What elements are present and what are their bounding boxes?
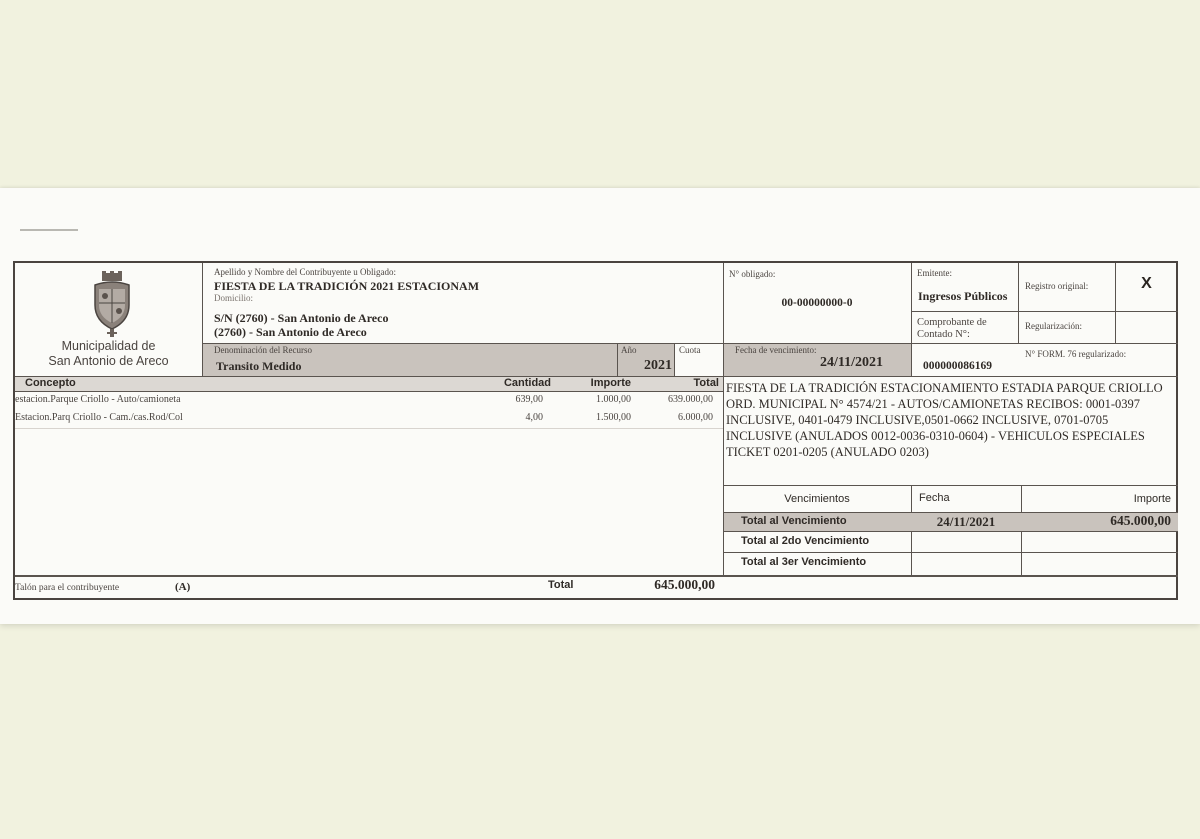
footer-total-value: 645.000,00: [654, 577, 715, 592]
municipality-name-line2: San Antonio de Areco: [48, 354, 169, 368]
vencimiento-row: Total al Vencimiento 24/11/2021 645.000,00: [741, 513, 1171, 529]
contribuyente-name: FIESTA DE LA TRADICIÓN 2021 ESTACIONAM: [214, 279, 480, 293]
regularizacion-label: Regularización:: [1025, 321, 1082, 331]
comprobante-number: 000000086169: [923, 360, 992, 372]
venc-header-vencimientos: Vencimientos: [784, 493, 850, 505]
municipality-name-line1: Municipalidad de: [61, 339, 156, 353]
col-header-total: Total: [693, 377, 719, 389]
receipt-paper: [0, 188, 1200, 624]
contribuyente-label: Apellido y Nombre del Contribuyente u Obligado:: [214, 267, 396, 277]
tax-receipt-form: [13, 261, 1178, 600]
registro-original-mark: X: [1141, 275, 1152, 292]
venc-header-fecha: Fecha: [919, 492, 950, 504]
vencimiento-row: Total al 2do Vencimiento: [741, 535, 870, 547]
fecha-vencimiento-label: Fecha de vencimiento:: [735, 345, 817, 355]
footer-total-label: Total: [548, 579, 574, 591]
resource-description: FIESTA DE LA TRADICIÓN ESTACIONAMIENTO ESTADIA PARQUE CRIOLLO ORD. MUNICIPAL N° 4574/21 - AUTOS/CAMIONETAS RECIBOS: 0001-0397 INCLUSIVE, 0401-0479 INCLUSIVE,0501-0662 INCLUSIVE, 0701-0705 INCLUSIVE (ANULADOS 0012-0036-0310-0604) - VEHICULOS ESPECIALES TICKET 0201-0205 (ANULADO 0203): [726, 381, 1163, 459]
fecha-vencimiento-value: 24/11/2021: [820, 355, 884, 370]
talon-label: Talón para el contribuyente: [15, 583, 120, 593]
recurso-value: Transito Medido: [216, 359, 302, 373]
form76-label: N° FORM. 76 regularizado:: [1025, 349, 1127, 359]
comprobante-label: Comprobante de Contado N°:: [917, 317, 987, 340]
registro-original-label: Registro original:: [1025, 281, 1089, 291]
emitente-value: Ingresos Públicos: [918, 289, 1008, 303]
coat-of-arms-icon: [89, 271, 135, 342]
vencimiento-row: Total al 3er Vencimiento: [741, 556, 867, 568]
anio-value: 2021: [644, 358, 672, 373]
obligado-label: N° obligado:: [729, 269, 776, 279]
obligado-value: 00-00000000-0: [781, 297, 853, 309]
col-header-importe: Importe: [590, 377, 631, 389]
col-header-cantidad: Cantidad: [503, 377, 551, 389]
recurso-label: Denominación del Recurso: [214, 345, 312, 355]
emitente-label: Emitente:: [917, 268, 952, 278]
table-row: estacion.Parque Criollo - Auto/camioneta 639,00 1.000,00 639.000,00: [15, 394, 713, 405]
address-line2: (2760) - San Antonio de Areco: [214, 325, 367, 339]
domicilio-label: Domicilio:: [214, 293, 253, 303]
col-header-concepto: Concepto: [25, 377, 76, 389]
venc-header-importe: Importe: [1133, 493, 1171, 505]
table-row: Estacion.Parq Criollo - Cam./cas.Rod/Col 4,00 1.500,00 6.000,00: [15, 412, 713, 423]
address-line1: S/N (2760) - San Antonio de Areco: [214, 311, 389, 325]
cuota-label: Cuota: [679, 345, 701, 355]
perforation-mark: [20, 229, 78, 231]
anio-label: Año: [621, 345, 637, 355]
copy-letter: (A): [175, 581, 191, 593]
